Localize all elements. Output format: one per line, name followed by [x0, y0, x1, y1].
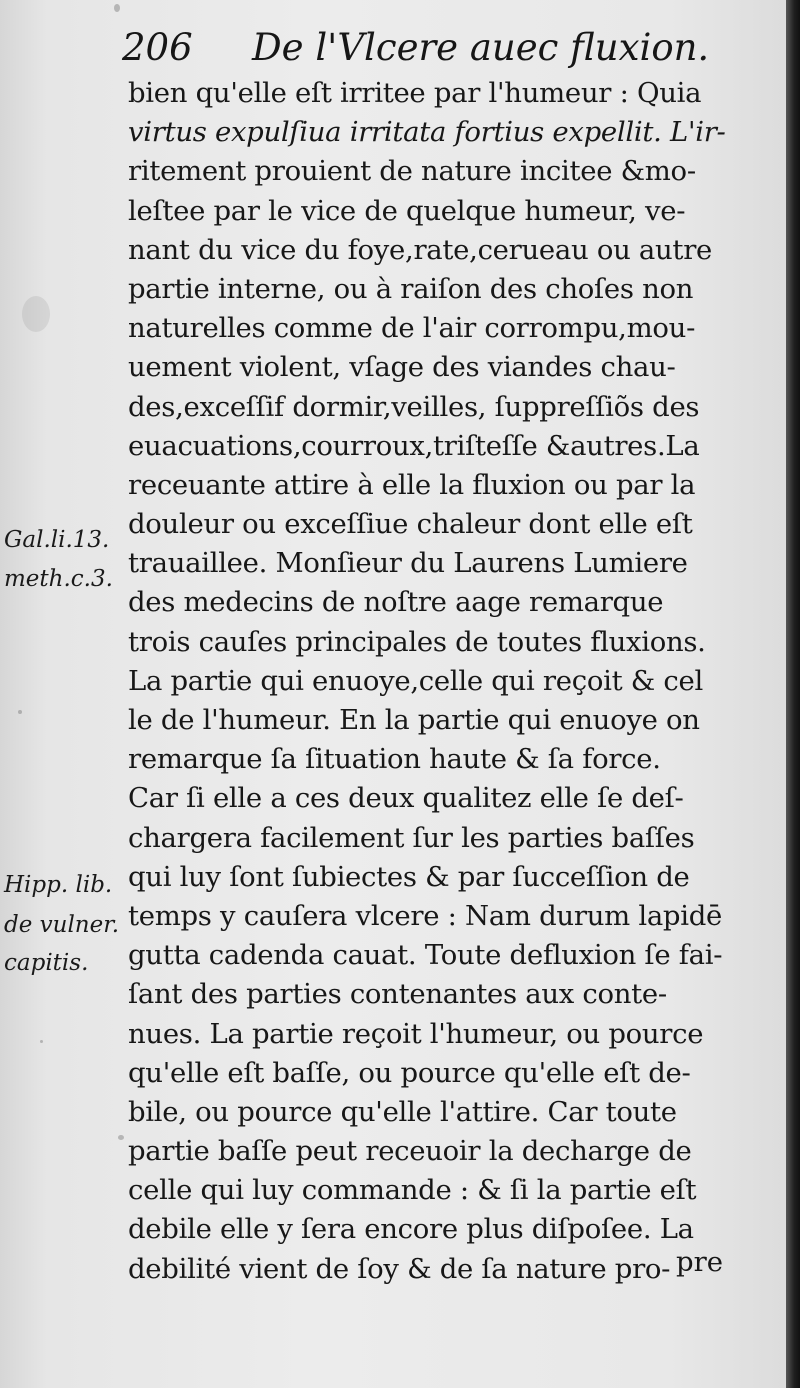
ink-speck: [40, 1040, 43, 1043]
text-line: remarque ſa ſituation haute & ſa force.: [128, 743, 661, 776]
ink-speck: [118, 1135, 124, 1140]
text-line: temps y cauſera vlcere : Nam durum lapidē: [128, 899, 722, 932]
margin-note-galen-1: Gal.li.13.: [4, 527, 110, 553]
text-line: gutta cadenda cauat. Toute defluxion ſe fai-: [128, 939, 723, 972]
text-line: debilité vient de ſoy & de ſa nature pro-: [128, 1252, 671, 1285]
text-line: debile elle y ſera encore plus diſpoſee. La: [128, 1213, 694, 1246]
text-line: partie baſſe peut receuoir la decharge de: [128, 1135, 692, 1168]
text-line: leſtee par le vice de quelque humeur, ve-: [128, 194, 686, 227]
catchword: pre: [676, 1246, 724, 1278]
text-line: ſant des parties contenantes aux conte-: [128, 978, 667, 1011]
ink-speck: [114, 4, 120, 12]
ink-speck: [22, 296, 50, 332]
page-binding-edge: [786, 0, 800, 1388]
margin-note-hippocrates-1: Hipp. lib.: [4, 872, 113, 898]
text-line: des,exceſſif dormir,veilles, ſuppreſſiõs des: [128, 390, 700, 423]
page-number: 206: [122, 26, 193, 69]
text-line: trois cauſes principales de toutes fluxions.: [128, 625, 706, 658]
text-line: euacuations,courroux,triſteſſe &autres.La: [128, 429, 700, 462]
text-line: virtus expulſiua irritata fortius expellit. L'ir-: [128, 116, 726, 149]
text-line: bien qu'elle eſt irritee par l'humeur : Quia: [128, 77, 702, 109]
text-line: nues. La partie reçoit l'humeur, ou pource: [128, 1017, 704, 1050]
text-line: La partie qui enuoye,celle qui reçoit & cel: [128, 664, 703, 697]
text-line: qu'elle eſt baſſe, ou pource qu'elle eſt de-: [128, 1056, 691, 1089]
text-line: le de l'humeur. En la partie qui enuoye on: [128, 704, 700, 736]
text-line: ritement prouient de nature incitee &mo-: [128, 155, 696, 188]
ink-speck: [18, 710, 22, 714]
text-line: naturelles comme de l'air corrompu,mou-: [128, 312, 696, 345]
margin-note-galen-2: meth.c.3.: [4, 566, 113, 592]
text-line: chargera facilement ſur les parties baſſes: [128, 821, 695, 854]
text-line: receuante attire à elle la fluxion ou par la: [128, 468, 696, 501]
margin-note-hippocrates-2: de vulner.: [4, 912, 120, 938]
text-line: douleur ou exceſſiue chaleur dont elle eſt: [128, 508, 693, 541]
text-line: celle qui luy commande : & ſi la partie eſt: [128, 1174, 697, 1207]
text-line: des medecins de noſtre aage remarque: [128, 586, 664, 619]
text-line: uement violent, vſage des viandes chau-: [128, 351, 676, 384]
body-text: [128, 74, 726, 1289]
text-line: trauaillee. Monſieur du Laurens Lumiere: [128, 547, 688, 580]
text-line: qui luy ſont ſubiectes & par ſucceſſion de: [128, 860, 690, 893]
text-line: partie interne, ou à raiſon des choſes non: [128, 272, 694, 305]
text-line: nant du vice du foye,rate,cerueau ou autre: [128, 233, 713, 266]
page-header: [122, 18, 742, 78]
text-line: bile, ou pource qu'elle l'attire. Car toute: [128, 1095, 677, 1128]
margin-note-hippocrates-3: capitis.: [4, 950, 89, 976]
running-title: De l'Vlcere auec fluxion.: [252, 26, 710, 69]
text-line: Car ſi elle a ces deux qualitez elle ſe deſ-: [128, 782, 684, 815]
